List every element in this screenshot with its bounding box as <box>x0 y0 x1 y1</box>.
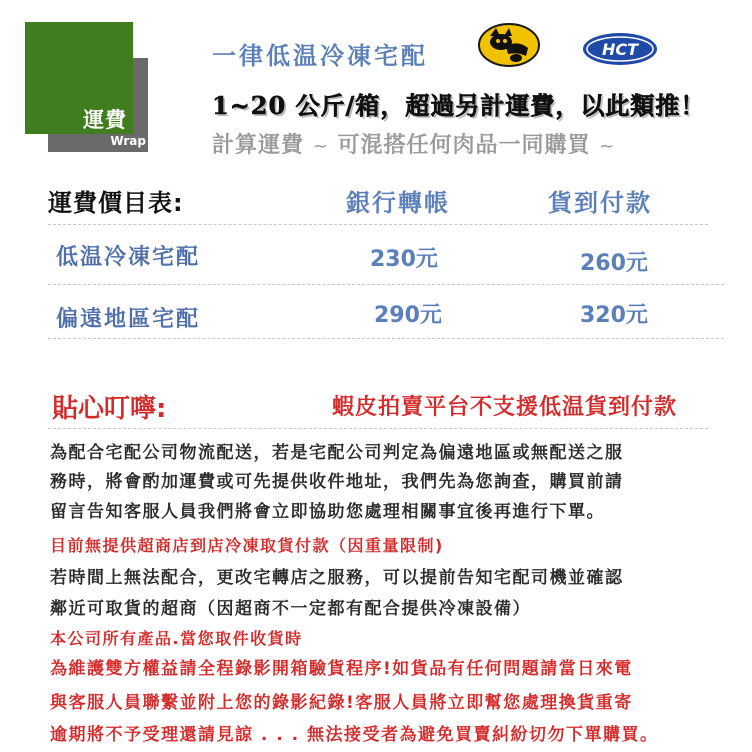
logo-subtitle: Wrap <box>110 134 146 148</box>
black-cat-logo-icon <box>478 22 540 68</box>
page-title: 一律低温冷凍宅配 <box>212 42 428 70</box>
price-remote-cod: 320元 <box>580 303 648 328</box>
tip-line-red: 目前無提供超商店到店冷凍取貨付款（因重量限制) <box>50 536 444 555</box>
tip-line: 務時，將會酌加運費或可先提供收件地址，我們先為您詢查，購買前請 <box>50 472 624 492</box>
mix-note <box>212 128 615 159</box>
weight-note: 1~20 公斤/箱，超過另計運費，以此類推！ <box>212 91 706 120</box>
price-remote-bank: 290元 <box>374 303 442 328</box>
mix-note-main: 計算運費 <box>212 133 305 158</box>
divider <box>48 284 724 285</box>
tip-line-red: 為維護雙方權益請全程錄影開箱驗貨程序!如貨品有任何問題請當日來電 <box>50 659 633 679</box>
tilde-left: ~ <box>312 136 329 157</box>
tips-warning: 蝦皮拍賣平台不支援低温貨到付款 <box>332 395 678 420</box>
row-label-remote: 偏遠地區宅配 <box>56 307 201 332</box>
divider <box>48 224 708 225</box>
tip-line: 若時間上無法配合，更改宅轉店之服務，可以提前告知宅配司機並確認 <box>50 568 624 588</box>
tip-line: 留言告知客服人員我們將會立即協助您處理相關事宜後再進行下單。 <box>50 502 605 522</box>
tip-line: 為配合宅配公司物流配送，若是宅配公司判定為偏遠地區或無配送之服 <box>50 443 624 463</box>
column-bank-transfer: 銀行轉帳 <box>346 189 450 217</box>
hct-logo-icon <box>582 32 658 66</box>
tips-label: 貼心叮嚀: <box>52 394 167 424</box>
logo-title: 運費 <box>83 108 127 132</box>
divider <box>48 428 708 429</box>
mix-note-rest: 可混搭任何肉品一同購買 <box>337 133 591 158</box>
divider <box>48 338 724 339</box>
tip-line: 鄰近可取貨的超商（因超商不一定都有配合提供冷凍設備） <box>50 599 531 619</box>
price-standard-bank: 230元 <box>370 247 438 272</box>
tip-line-red: 本公司所有產品.當您取件收貨時 <box>50 629 303 648</box>
rates-heading: 運費價目表: <box>48 189 184 217</box>
row-label-standard: 低温冷凍宅配 <box>56 245 201 270</box>
column-cash-on-delivery: 貨到付款 <box>548 189 652 217</box>
tilde-right: ~ <box>599 136 616 157</box>
tip-line-red: 逾期將不予受理還請見諒 . . . 無法接受者為避免買賣糾紛切勿下單購買。 <box>50 725 659 745</box>
hct-logo-text: HCT <box>601 40 639 59</box>
tip-line-red: 與客服人員聯繫並附上您的錄影紀錄!客服人員將立即幫您處理換貨重寄 <box>50 693 633 713</box>
price-standard-cod: 260元 <box>580 251 648 276</box>
